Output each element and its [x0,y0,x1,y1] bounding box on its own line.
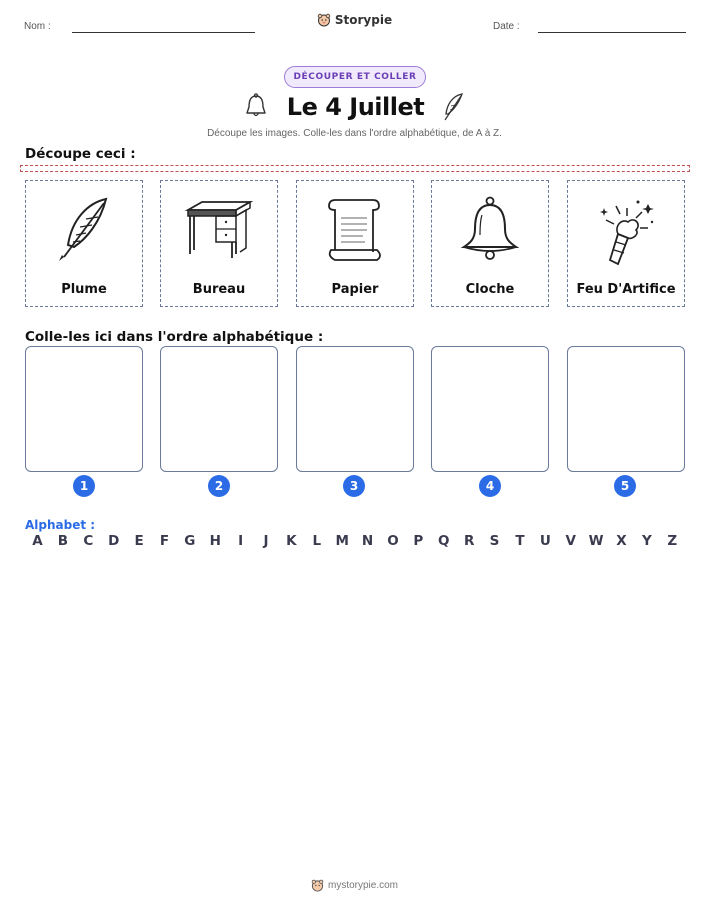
alphabet-letter: Q [438,533,450,549]
alphabet-letter: P [413,533,424,549]
firework-icon [594,194,658,266]
cut-card-papier[interactable] [296,180,414,307]
alphabet-letter: R [463,533,475,549]
alphabet-letter: J [263,533,269,549]
bell-icon [458,195,522,265]
desk-icon [184,198,254,262]
name-label: Nom : [24,21,51,32]
cut-card-plume[interactable] [25,180,143,307]
order-number: 4 [479,475,501,497]
alphabet-letter: T [515,533,525,549]
alphabet-letter: A [32,533,43,549]
card-label: Papier [331,282,379,297]
alphabet-letter: F [159,533,170,549]
alphabet-letter: V [565,533,576,549]
title-row [0,90,709,124]
cut-card-bureau[interactable] [160,180,278,307]
alphabet-letter: K [286,533,297,549]
feather-icon [442,92,466,122]
order-number: 5 [614,475,636,497]
page-title: Le 4 Juillet [286,93,425,121]
order-number: 3 [343,475,365,497]
feather-icon [54,195,114,265]
alphabet-label: Alphabet : [25,518,96,532]
card-label: Plume [61,282,107,297]
paste-box[interactable] [160,346,278,472]
date-label: Date : [493,21,520,32]
alphabet-letter: Z [667,533,678,549]
alphabet-letter: O [387,533,399,549]
alphabet-letter: U [539,533,551,549]
paste-box[interactable] [567,346,685,472]
cut-card-feu-dartifice[interactable] [567,180,685,307]
alphabet-letter: Y [641,533,652,549]
cut-section-label: Découpe ceci : [25,146,136,162]
bell-icon [243,93,269,121]
paste-box[interactable] [25,346,143,472]
alphabet-letter: N [361,533,374,549]
alphabet-row [25,533,685,549]
alphabet-letter: D [108,533,120,549]
alphabet-letter: S [489,533,500,549]
activity-badge: DÉCOUPER ET COLLER [284,66,426,88]
alphabet-letter: E [134,533,144,549]
alphabet-letter: H [209,533,221,549]
alphabet-letter: L [312,533,322,549]
scroll-icon [325,194,385,266]
brand-name: Storypie [334,13,393,27]
alphabet-letter: M [335,533,349,549]
paste-section-label: Colle-les ici dans l'ordre alphabétique : [25,329,324,345]
alphabet-letter: I [238,533,244,549]
alphabet-letter: W [588,533,604,549]
card-label: Bureau [192,282,246,297]
storypie-logo-icon [311,879,324,892]
alphabet-letter: X [616,533,627,549]
name-line[interactable] [72,32,255,33]
paste-box[interactable] [296,346,414,472]
brand-logo [0,13,709,27]
footer [0,879,709,892]
storypie-logo-icon [317,13,331,27]
card-label: Cloche [465,282,515,297]
paste-box[interactable] [431,346,549,472]
cut-line [20,165,690,172]
alphabet-letter: B [57,533,69,549]
cut-card-cloche[interactable] [431,180,549,307]
card-label: Feu D'Artifice [576,282,676,297]
alphabet-letter: C [83,533,94,549]
order-number: 2 [208,475,230,497]
date-line[interactable] [538,32,686,33]
footer-url[interactable]: mystorypie.com [327,880,398,891]
order-number: 1 [73,475,95,497]
alphabet-letter: G [184,533,196,549]
instructions: Découpe les images. Colle-les dans l'ordre alphabétique, de A à Z. [207,128,502,139]
